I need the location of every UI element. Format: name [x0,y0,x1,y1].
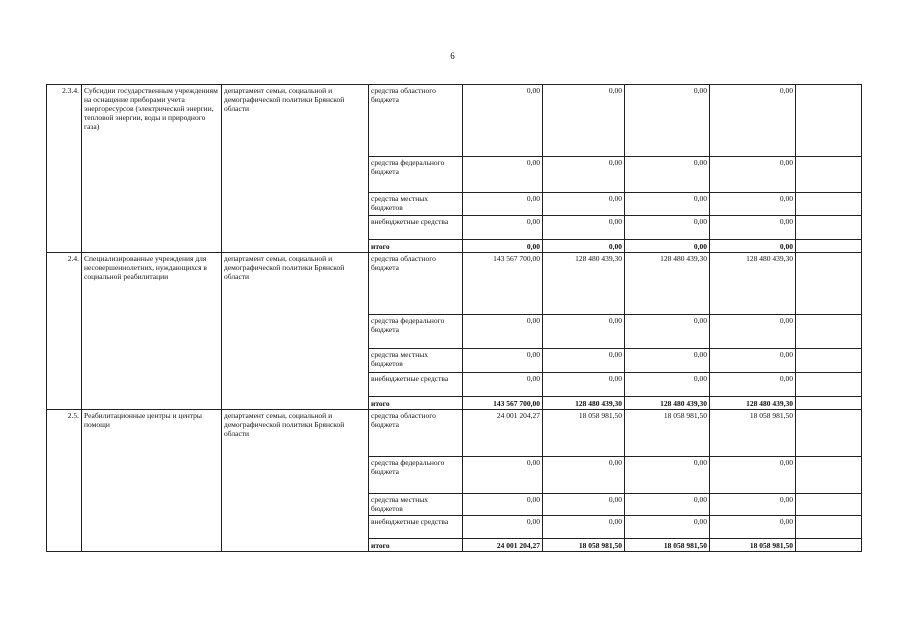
amount-year-2: 128 480 439,30 [543,253,625,315]
empty-cell [796,494,862,516]
amount-year-2: 0,00 [543,516,625,539]
amount-year-1: 0,00 [463,457,543,494]
amount-year-2: 0,00 [543,373,625,397]
amount-year-4: 0,00 [710,216,796,240]
amount-year-3: 0,00 [625,516,710,539]
amount-year-2: 18 058 981,50 [543,539,625,552]
amount-year-2: 0,00 [543,157,625,193]
empty-cell [796,373,862,397]
empty-cell [796,85,862,157]
funding-source: средства областного бюджета [369,253,463,315]
section-code: 2.5. [47,410,82,552]
empty-cell [796,410,862,457]
empty-cell [796,216,862,240]
amount-year-2: 128 480 439,30 [543,397,625,410]
empty-cell [796,539,862,552]
amount-year-4: 0,00 [710,85,796,157]
amount-year-1: 0,00 [463,193,543,216]
amount-year-2: 0,00 [543,315,625,349]
funding-source: средства местных бюджетов [369,349,463,373]
section-name: Специализированные учреждения для несовершеннолетних, нуждающихся в социальной реабилитации [82,253,222,410]
section-code: 2.3.4. [47,85,82,253]
amount-year-3: 0,00 [625,85,710,157]
budget-table [46,84,862,552]
amount-year-1: 0,00 [463,157,543,193]
amount-year-4: 128 480 439,30 [710,253,796,315]
amount-year-3: 128 480 439,30 [625,253,710,315]
empty-cell [796,240,862,253]
empty-cell [796,397,862,410]
funding-source: внебюджетные средства [369,373,463,397]
amount-year-4: 0,00 [710,193,796,216]
amount-year-1: 24 001 204,27 [463,410,543,457]
amount-year-3: 18 058 981,50 [625,539,710,552]
funding-source: средства областного бюджета [369,85,463,157]
amount-year-1: 0,00 [463,315,543,349]
funding-source: итого [369,397,463,410]
section-executor: департамент семьи, социальной и демографической политики Брянской области [222,410,369,552]
amount-year-3: 0,00 [625,494,710,516]
amount-year-4: 0,00 [710,240,796,253]
funding-source: итого [369,539,463,552]
amount-year-3: 128 480 439,30 [625,397,710,410]
empty-cell [796,349,862,373]
empty-cell [796,516,862,539]
amount-year-4: 0,00 [710,516,796,539]
amount-year-1: 24 001 204,27 [463,539,543,552]
amount-year-2: 0,00 [543,193,625,216]
section-executor: департамент семьи, социальной и демографической политики Брянской области [222,253,369,410]
amount-year-4: 0,00 [710,494,796,516]
amount-year-1: 0,00 [463,373,543,397]
amount-year-2: 0,00 [543,349,625,373]
amount-year-2: 0,00 [543,216,625,240]
amount-year-1: 0,00 [463,85,543,157]
amount-year-2: 0,00 [543,457,625,494]
section-name: Субсидии государственным учреждениям на оснащение приборами учета энергоресурсов (электрической энергии, тепловой энергии, воды и природного газа) [82,85,222,253]
section-code: 2.4. [47,253,82,410]
amount-year-1: 0,00 [463,494,543,516]
amount-year-1: 0,00 [463,349,543,373]
empty-cell [796,457,862,494]
amount-year-3: 18 058 981,50 [625,410,710,457]
section-executor: департамент семьи, социальной и демографической политики Брянской области [222,85,369,253]
amount-year-2: 18 058 981,50 [543,410,625,457]
amount-year-3: 0,00 [625,349,710,373]
empty-cell [796,315,862,349]
amount-year-3: 0,00 [625,240,710,253]
amount-year-3: 0,00 [625,457,710,494]
table-row [47,410,862,457]
amount-year-2: 0,00 [543,494,625,516]
funding-source: средства федерального бюджета [369,157,463,193]
amount-year-4: 0,00 [710,349,796,373]
page-number: 6 [450,51,455,61]
amount-year-3: 0,00 [625,315,710,349]
table-row [47,85,862,157]
amount-year-3: 0,00 [625,157,710,193]
amount-year-1: 143 567 700,00 [463,253,543,315]
section-name: Реабилитационные центры и центры помощи [82,410,222,552]
funding-source: итого [369,240,463,253]
amount-year-4: 0,00 [710,315,796,349]
amount-year-4: 128 480 439,30 [710,397,796,410]
amount-year-1: 0,00 [463,516,543,539]
funding-source: внебюджетные средства [369,516,463,539]
amount-year-3: 0,00 [625,216,710,240]
funding-source: средства областного бюджета [369,410,463,457]
funding-source: средства местных бюджетов [369,494,463,516]
funding-source: средства федерального бюджета [369,457,463,494]
amount-year-4: 0,00 [710,157,796,193]
amount-year-4: 18 058 981,50 [710,539,796,552]
table-row [47,253,862,315]
funding-source: средства местных бюджетов [369,193,463,216]
funding-source: внебюджетные средства [369,216,463,240]
amount-year-1: 143 567 700,00 [463,397,543,410]
amount-year-4: 18 058 981,50 [710,410,796,457]
amount-year-3: 0,00 [625,373,710,397]
funding-source: средства федерального бюджета [369,315,463,349]
empty-cell [796,193,862,216]
amount-year-2: 0,00 [543,85,625,157]
amount-year-4: 0,00 [710,373,796,397]
amount-year-1: 0,00 [463,240,543,253]
empty-cell [796,157,862,193]
amount-year-3: 0,00 [625,193,710,216]
empty-cell [796,253,862,315]
amount-year-4: 0,00 [710,457,796,494]
amount-year-1: 0,00 [463,216,543,240]
amount-year-2: 0,00 [543,240,625,253]
